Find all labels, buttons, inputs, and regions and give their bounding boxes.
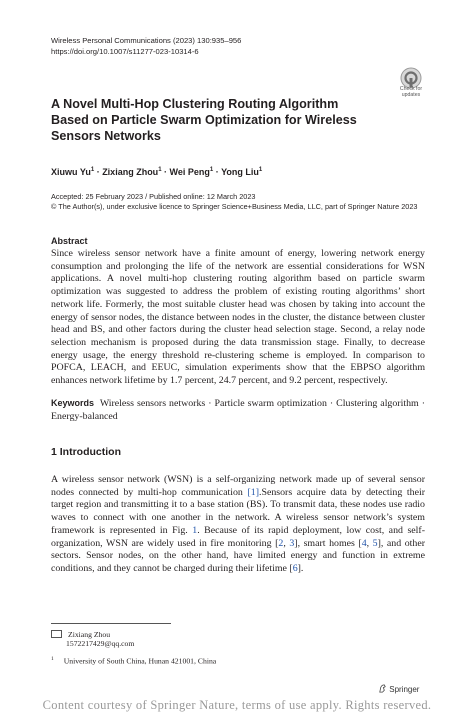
author-affiliation-mark: 1 [258,167,263,173]
accepted-published-line: Accepted: 25 February 2023 / Published online: 12 March 2023 [51,192,256,201]
footnote-divider [51,623,171,624]
author-name[interactable]: Yong Liu [221,167,259,177]
corresponding-email[interactable]: 1572217429@qq.com [66,639,135,648]
affiliation-text: University of South China, Hunan 421001, China [63,656,217,666]
author-affiliation-mark: 1 [90,167,95,173]
text-run: A wireless sensor network (WSN) is a self-organizing network made up of several sensor nodes connected by multi-hop communication [51,474,425,498]
copyright-line: © The Author(s), under exclusive licence to Springer Science+Business Media, LLC, part of Springer Nature 2023 [51,202,418,211]
journal-citation: Wireless Personal Communications (2023) 130:935–956 [51,36,242,45]
introduction-heading: 1 Introduction [51,446,121,458]
figure-link[interactable]: 1 [192,524,198,536]
text-run: ], and other sectors. Sensor nodes, on the other hand, have limited energy and function in extreme conditions, and they cannot be charged during their lifetime [ [51,537,425,574]
courtesy-watermark: Content courtesy of Springer Nature, terms of use apply. Rights reserved. [42,698,432,712]
publication-dates [51,192,417,212]
keywords-label: Keywords [51,398,95,408]
text-run: . Because of its rapid deployment, low cost, and self-organization, WSN are widely used in fire monitoring [ [51,524,425,549]
citation-link[interactable]: 6 [292,562,298,574]
journal-header [51,35,241,57]
badge-line-2: updates [401,92,421,98]
badge-label [390,86,432,98]
publisher-name: Springer [389,685,420,694]
citation-link[interactable]: 3 [289,537,295,549]
abstract-heading: Abstract [51,236,88,246]
paper-title: A Novel Multi-Hop Clustering Routing Algorithm Based on Particle Swarm Optimization for Wireless Sensors Networks [51,97,357,143]
affiliation-mark: 1 [51,656,54,662]
author-list: Xiuwu $Yu^1$ · Zixiang Zhou$^1$ · Wei Peng$^1$ · Yong Liu$^1$ [51,167,263,177]
corresponding-author-name: Zixiang Zhou [68,630,111,639]
text-run: , [283,537,290,549]
author-name[interactable]: Wei Peng [169,167,210,177]
doi-link[interactable]: https://doi.org/10.1007/s11277-023-10314-6 [51,47,199,56]
author-affiliation-mark: 1 [209,167,214,173]
citation-link[interactable]: 5 [372,537,378,549]
text-run: ], smart homes [ [294,537,362,549]
text-run: , [366,537,373,549]
citation-link[interactable]: 2 [278,537,284,549]
envelope-icon [51,630,62,638]
author-name[interactable]: Xiuwu Yu [51,167,91,177]
springer-horse-icon [378,684,387,693]
affiliation-footnote [51,656,216,666]
text-run: ]. [297,562,304,574]
keywords-text: Wireless sensors networks · Particle swarm optimization · Clustering algorithm · Energy-balanced [51,398,425,422]
author-affiliation-mark: 1 [158,167,162,173]
introduction-paragraph [51,474,425,576]
citation-link[interactable]: [1] [247,486,259,498]
abstract-text: Since wireless sensor network have a finite amount of energy, lowering network energy consumption and prolonging the life of the network are essential considerations for WSN applications. A novel multi-hop clustering routing algorithm based on particle swarm optimization was suggested to address the problem of existing routing algorithms’ short network life. Formerly, the most suitable cluster head was chosen by taking into account the energy of sensor nodes, the distance between nodes in the cluster, the distance between cluster head and BS, and other factors during the cluster head selection stage. Second, a relay node selection mechanism is proposed during the data transmission stage. Finally, to decrease energy usage, the energy threshold re-clustering scheme is employed. In comparison to POFCA, LEACH, and EEUC, simulation experiments show that the EBPSO algorithm enhances network lifetime by 1.7 percent, 24.7 percent, and 9.2 percent, respectively. [51,248,425,387]
citation-link[interactable]: 4 [361,537,367,549]
text-run: .Sensors acquire data by detecting their target region and transmitting it to a base station (BS). To transmit data, these nodes use radio waves to connect with one another in the network. A wireless sensor network’s system framework is represented in Fig. [51,486,425,536]
springer-logo [378,684,419,694]
badge-line-1: Check for [399,86,423,92]
keywords-block [51,397,425,423]
author-name[interactable]: Zixiang Zhou [102,167,159,177]
